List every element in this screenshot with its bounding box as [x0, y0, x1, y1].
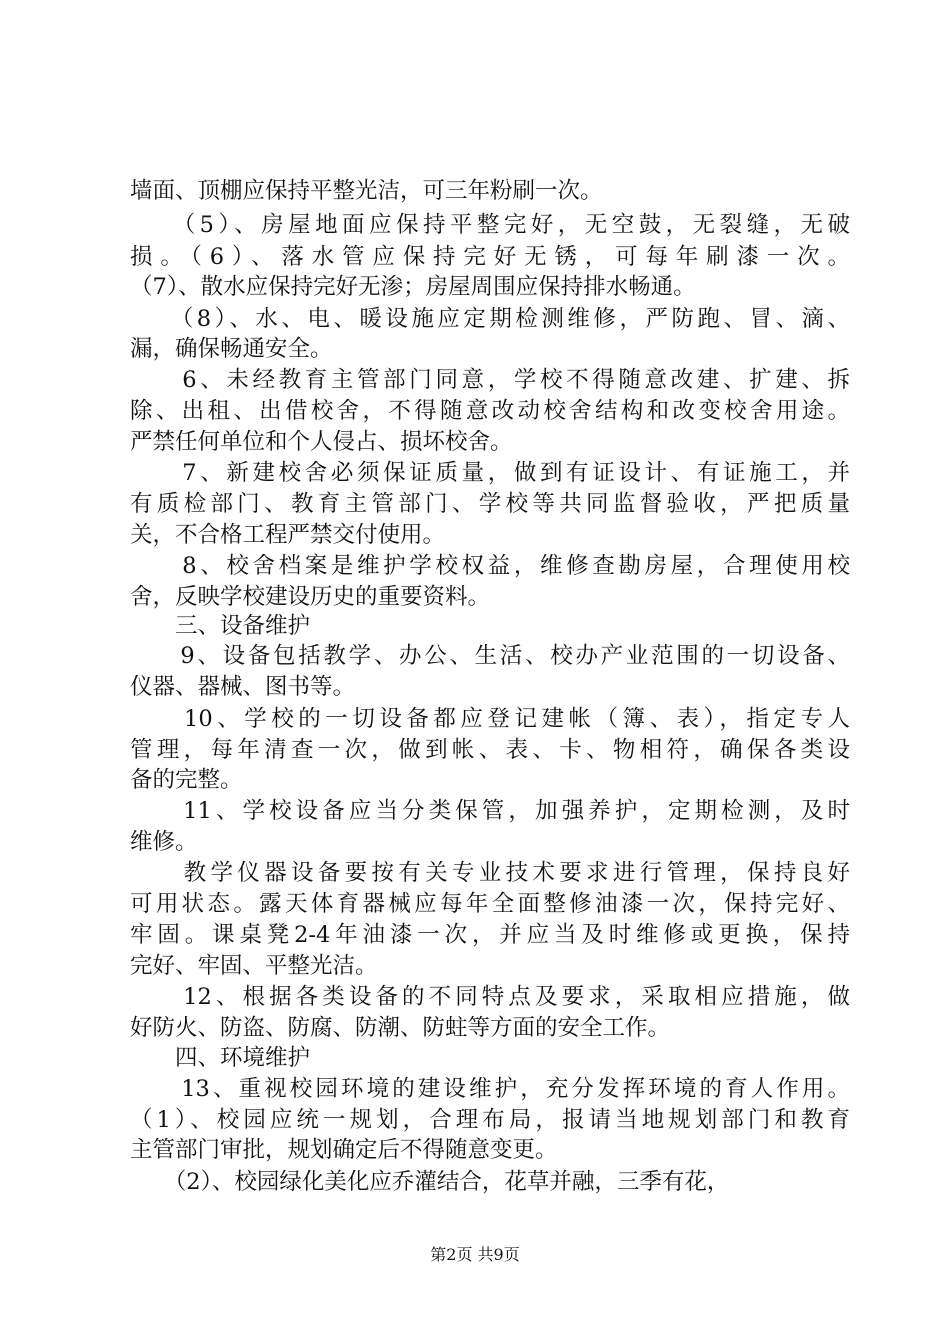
text-line: （2）、校园绿化美化应乔灌结合，花草并融，三季有花， [130, 1169, 730, 1195]
text-line: 管理，每年清查一次，做到帐、表、卡、物相符，确保各类设 [130, 737, 850, 763]
text-line: 6、未经教育主管部门同意，学校不得随意改建、扩建、拆 [130, 367, 850, 393]
text-line: 舍，反映学校建设历史的重要资料。 [130, 584, 491, 610]
text-line: 教学仪器设备要按有关专业技术要求进行管理，保持良好 [130, 860, 850, 886]
text-line: 13、重视校园环境的建设维护，充分发挥环境的育人作用。 [130, 1076, 850, 1102]
text-line: 完好、牢固、平整光洁。 [130, 953, 378, 979]
text-line: 主管部门审批，规划确定后不得随意变更。 [130, 1137, 558, 1163]
text-line: 除、出租、出借校舍，不得随意改动校舍结构和改变校舍用途。 [130, 398, 850, 424]
text-line: 备的完整。 [130, 767, 243, 793]
text-line: （1）、校园应统一规划，合理布局，报请当地规划部门和教育 [130, 1107, 850, 1133]
text-line: 维修。 [130, 829, 198, 855]
text-line: 11、学校设备应当分类保管，加强养护，定期检测，及时 [130, 798, 850, 824]
text-line: 12、根据各类设备的不同特点及要求，采取相应措施，做 [130, 984, 850, 1010]
text-line: 好防火、防盗、防腐、防潮、防蛀等方面的安全工作。 [130, 1015, 671, 1041]
text-line: 10、学校的一切设备都应登记建帐（簿、表），指定专人 [130, 706, 850, 732]
text-line: 漏，确保畅通安全。 [130, 336, 333, 362]
text-line: 牢固。课桌凳2-4年油漆一次，并应当及时维修或更换，保持 [130, 922, 850, 948]
text-line: 7、新建校舍必须保证质量，做到有证设计、有证施工，并 [130, 460, 850, 486]
section-heading: 三、设备维护 [130, 613, 311, 639]
text-line: （7）、散水应保持完好无渗；房屋周围应保持排水畅通。 [130, 274, 696, 300]
text-line: 有质检部门、教育主管部门、学校等共同监督验收，严把质量 [130, 491, 850, 517]
text-line: （5）、房屋地面应保持平整完好，无空鼓，无裂缝，无破 [130, 212, 850, 238]
text-line: 8、校舍档案是维护学校权益，维修查勘房屋，合理使用校 [130, 553, 850, 579]
text-line: 可用状态。露天体育器械应每年全面整修油漆一次，保持完好、 [130, 891, 850, 917]
text-line: 损。（6）、落水管应保持完好无锈，可每年刷漆一次。 [130, 244, 850, 270]
text-line: 9、设备包括教学、办公、生活、校办产业范围的一切设备、 [130, 643, 850, 669]
text-line: 严禁任何单位和个人侵占、损坏校舍。 [130, 429, 513, 455]
section-heading: 四、环境维护 [130, 1045, 311, 1071]
page-footer: 第2页 共9页 [430, 1245, 520, 1264]
text-line: 关，不合格工程严禁交付使用。 [130, 522, 446, 548]
text-line: （8）、水、电、暖设施应定期检测维修，严防跑、冒、滴、 [130, 306, 850, 332]
text-line: 墙面、顶棚应保持平整光洁，可三年粉刷一次。 [130, 178, 603, 204]
text-line: 仪器、器械、图书等。 [130, 674, 356, 700]
